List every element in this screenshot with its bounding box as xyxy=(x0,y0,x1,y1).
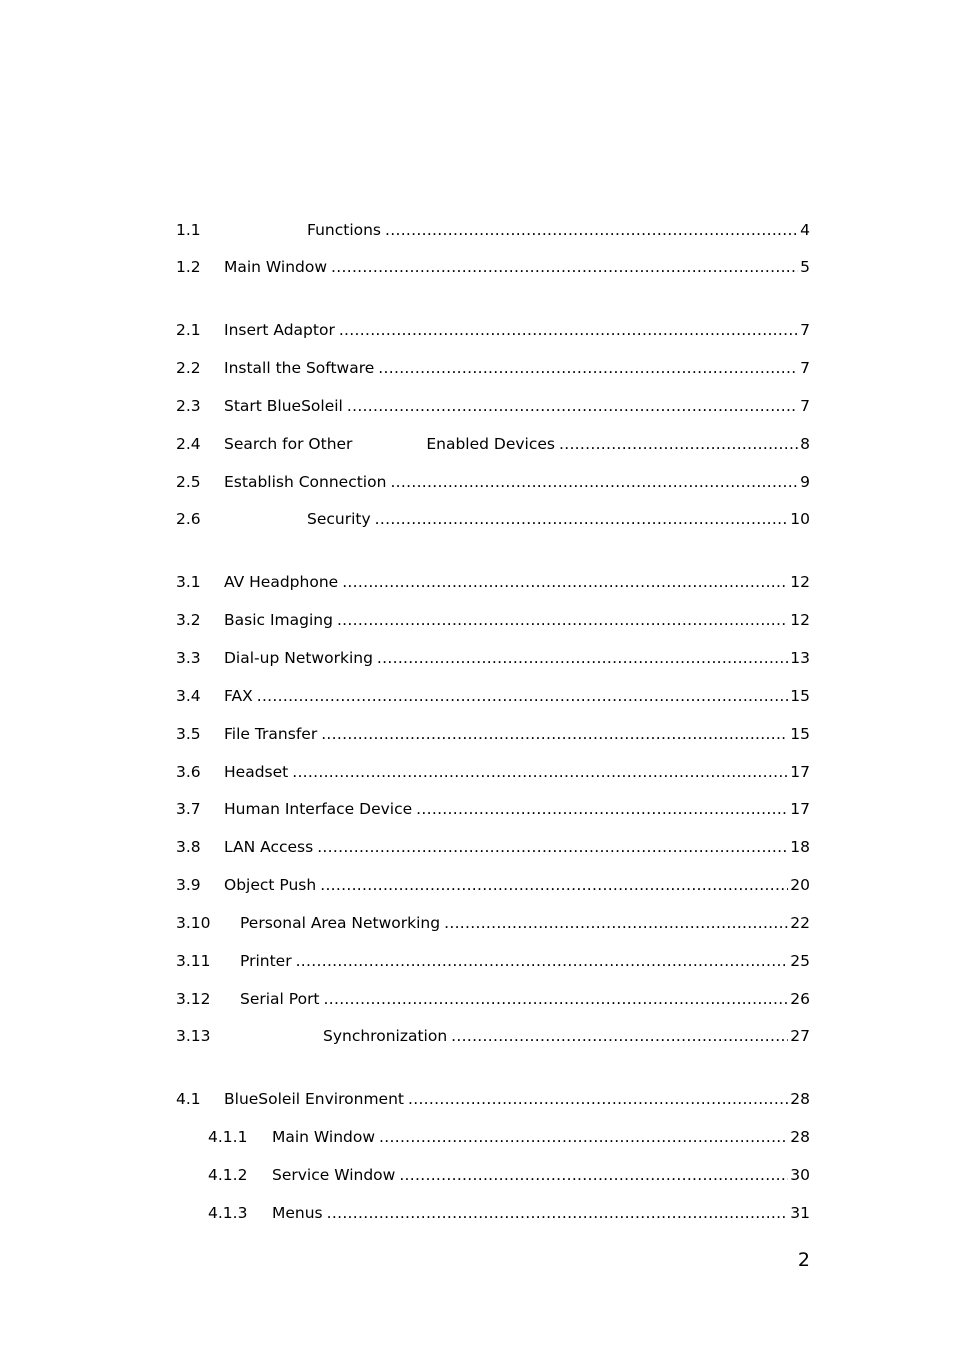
toc-entry[interactable] xyxy=(176,949,810,973)
toc-entry-title: File Transfer xyxy=(224,725,318,743)
dot-leader xyxy=(399,1163,788,1187)
toc-entry[interactable] xyxy=(176,760,810,784)
dot-leader xyxy=(444,911,788,935)
toc-entry-number: 1.1 xyxy=(176,221,201,239)
toc-entry-number: 3.5 xyxy=(176,725,201,743)
toc-entry-title: Synchronization xyxy=(323,1027,448,1045)
toc-entry-title: Dial-up Networking xyxy=(224,649,373,667)
toc-entry-number: 3.4 xyxy=(176,687,201,705)
toc-entry-number: 3.8 xyxy=(176,838,201,856)
toc-entry[interactable] xyxy=(176,394,810,418)
dot-leader xyxy=(320,873,788,897)
toc-entry-page: 8 xyxy=(800,435,810,453)
dot-leader xyxy=(292,760,788,784)
toc-entry-page: 4 xyxy=(800,221,810,239)
toc-entry[interactable] xyxy=(176,722,810,746)
toc-entry-page: 31 xyxy=(790,1204,810,1222)
toc-entry[interactable] xyxy=(176,1024,810,1048)
toc-entry[interactable] xyxy=(176,987,810,1011)
toc-entry[interactable] xyxy=(176,608,810,632)
toc-entry-page: 7 xyxy=(800,397,810,415)
dot-leader xyxy=(317,835,788,859)
toc-entry-title: Object Push xyxy=(224,876,317,894)
toc-entry-page: 17 xyxy=(790,763,810,781)
dot-leader xyxy=(416,797,788,821)
toc-subentry[interactable] xyxy=(208,1125,810,1149)
dot-leader xyxy=(257,684,789,708)
dot-leader xyxy=(559,432,798,456)
toc-entry-number: 3.9 xyxy=(176,876,201,894)
toc-entry-page: 15 xyxy=(790,725,810,743)
dot-leader xyxy=(296,949,789,973)
toc-entry[interactable] xyxy=(176,1087,810,1111)
toc-entry-number: 3.3 xyxy=(176,649,201,667)
toc-entry-number: 2.5 xyxy=(176,473,201,491)
toc-entry-page: 7 xyxy=(800,359,810,377)
toc-subentry[interactable] xyxy=(208,1163,810,1187)
toc-entry-number: 4.1.2 xyxy=(208,1166,248,1184)
toc-entry[interactable] xyxy=(176,255,810,279)
toc-entry[interactable] xyxy=(176,835,810,859)
toc-entry-title: Personal Area Networking xyxy=(240,914,441,932)
toc-entry[interactable] xyxy=(176,873,810,897)
toc-entry-number: 4.1.1 xyxy=(208,1128,248,1146)
dot-leader xyxy=(385,218,798,242)
toc-entry[interactable] xyxy=(176,356,810,380)
toc-entry-title: Main Window xyxy=(272,1128,376,1146)
toc-entry-title: Insert Adaptor xyxy=(224,321,335,339)
dot-leader xyxy=(337,608,788,632)
toc-entry-page: 10 xyxy=(790,510,810,528)
toc-entry-title: Human Interface Device xyxy=(224,800,413,818)
toc-entry[interactable] xyxy=(176,318,810,342)
toc-entry-title: Headset xyxy=(224,763,289,781)
dot-leader xyxy=(377,646,788,670)
toc-entry-title: Printer xyxy=(240,952,292,970)
dot-leader xyxy=(324,987,789,1011)
dot-leader xyxy=(379,1125,788,1149)
toc-entry[interactable] xyxy=(176,797,810,821)
toc-entry-number: 1.2 xyxy=(176,258,201,276)
toc-entry-page: 22 xyxy=(790,914,810,932)
toc-entry-page: 17 xyxy=(790,800,810,818)
dot-leader xyxy=(347,394,798,418)
toc-entry[interactable] xyxy=(176,470,810,494)
toc-entry-title: Service Window xyxy=(272,1166,396,1184)
toc-entry-number: 2.3 xyxy=(176,397,201,415)
toc-entry-page: 9 xyxy=(800,473,810,491)
toc-entry-title: Search for Other Enabled Devices xyxy=(224,435,555,453)
toc-entry[interactable] xyxy=(176,570,810,594)
toc-entry-number: 3.1 xyxy=(176,573,201,591)
toc-entry-page: 12 xyxy=(790,611,810,629)
toc-entry-number: 2.6 xyxy=(176,510,201,528)
toc-entry-number: 3.13 xyxy=(176,1027,211,1045)
toc-entry-number: 3.11 xyxy=(176,952,211,970)
toc-entry-title: BlueSoleil Environment xyxy=(224,1090,404,1108)
toc-entry-title: LAN Access xyxy=(224,838,314,856)
toc-entry[interactable] xyxy=(176,684,810,708)
dot-leader xyxy=(342,570,788,594)
toc-subentry[interactable] xyxy=(208,1201,810,1225)
dot-leader xyxy=(331,255,798,279)
toc-entry-title: Basic Imaging xyxy=(224,611,333,629)
toc-entry-page: 12 xyxy=(790,573,810,591)
page-number: 2 xyxy=(797,1249,810,1271)
toc-entry-number: 2.2 xyxy=(176,359,201,377)
toc-entry-number: 2.4 xyxy=(176,435,201,453)
dot-leader xyxy=(339,318,798,342)
toc-entry-number: 4.1.3 xyxy=(208,1204,248,1222)
toc-entry-number: 4.1 xyxy=(176,1090,201,1108)
toc-entry-title: Functions xyxy=(307,221,382,239)
toc-entry-title: Establish Connection xyxy=(224,473,387,491)
toc-entry-page: 28 xyxy=(790,1090,810,1108)
toc-entry-page: 18 xyxy=(790,838,810,856)
toc-entry-title: Main Window xyxy=(224,258,328,276)
dot-leader xyxy=(321,722,788,746)
toc-entry-title: AV Headphone xyxy=(224,573,339,591)
dot-leader xyxy=(375,507,789,531)
toc-entry-page: 25 xyxy=(790,952,810,970)
toc-entry[interactable] xyxy=(176,646,810,670)
dot-leader xyxy=(390,470,798,494)
toc-entry-title: Start BlueSoleil xyxy=(224,397,343,415)
toc-entry-page: 13 xyxy=(790,649,810,667)
dot-leader xyxy=(378,356,798,380)
toc-entry-page: 7 xyxy=(800,321,810,339)
toc-entry-page: 28 xyxy=(790,1128,810,1146)
dot-leader xyxy=(408,1087,788,1111)
toc-entry-title: Menus xyxy=(272,1204,323,1222)
toc-entry-page: 20 xyxy=(790,876,810,894)
toc-entry-number: 3.12 xyxy=(176,990,211,1008)
dot-leader xyxy=(327,1201,789,1225)
toc-entry-number: 3.10 xyxy=(176,914,211,932)
toc-entry-title: Install the Software xyxy=(224,359,375,377)
toc-entry-number: 3.6 xyxy=(176,763,201,781)
toc-entry-page: 15 xyxy=(790,687,810,705)
toc-entry[interactable] xyxy=(176,911,810,935)
toc-entry-page: 5 xyxy=(800,258,810,276)
toc-entry[interactable] xyxy=(176,507,810,531)
toc-entry-page: 30 xyxy=(790,1166,810,1184)
toc-entry-page: 26 xyxy=(790,990,810,1008)
toc-entry[interactable] xyxy=(176,432,810,456)
toc-entry-title: FAX xyxy=(224,687,253,705)
toc-entry-title: Security xyxy=(307,510,371,528)
toc-entry-number: 3.2 xyxy=(176,611,201,629)
toc-entry-number: 2.1 xyxy=(176,321,201,339)
toc-entry-title: Serial Port xyxy=(240,990,320,1008)
dot-leader xyxy=(451,1024,788,1048)
toc-entry[interactable] xyxy=(176,218,810,242)
toc-entry-page: 27 xyxy=(790,1027,810,1045)
toc-entry-number: 3.7 xyxy=(176,800,201,818)
